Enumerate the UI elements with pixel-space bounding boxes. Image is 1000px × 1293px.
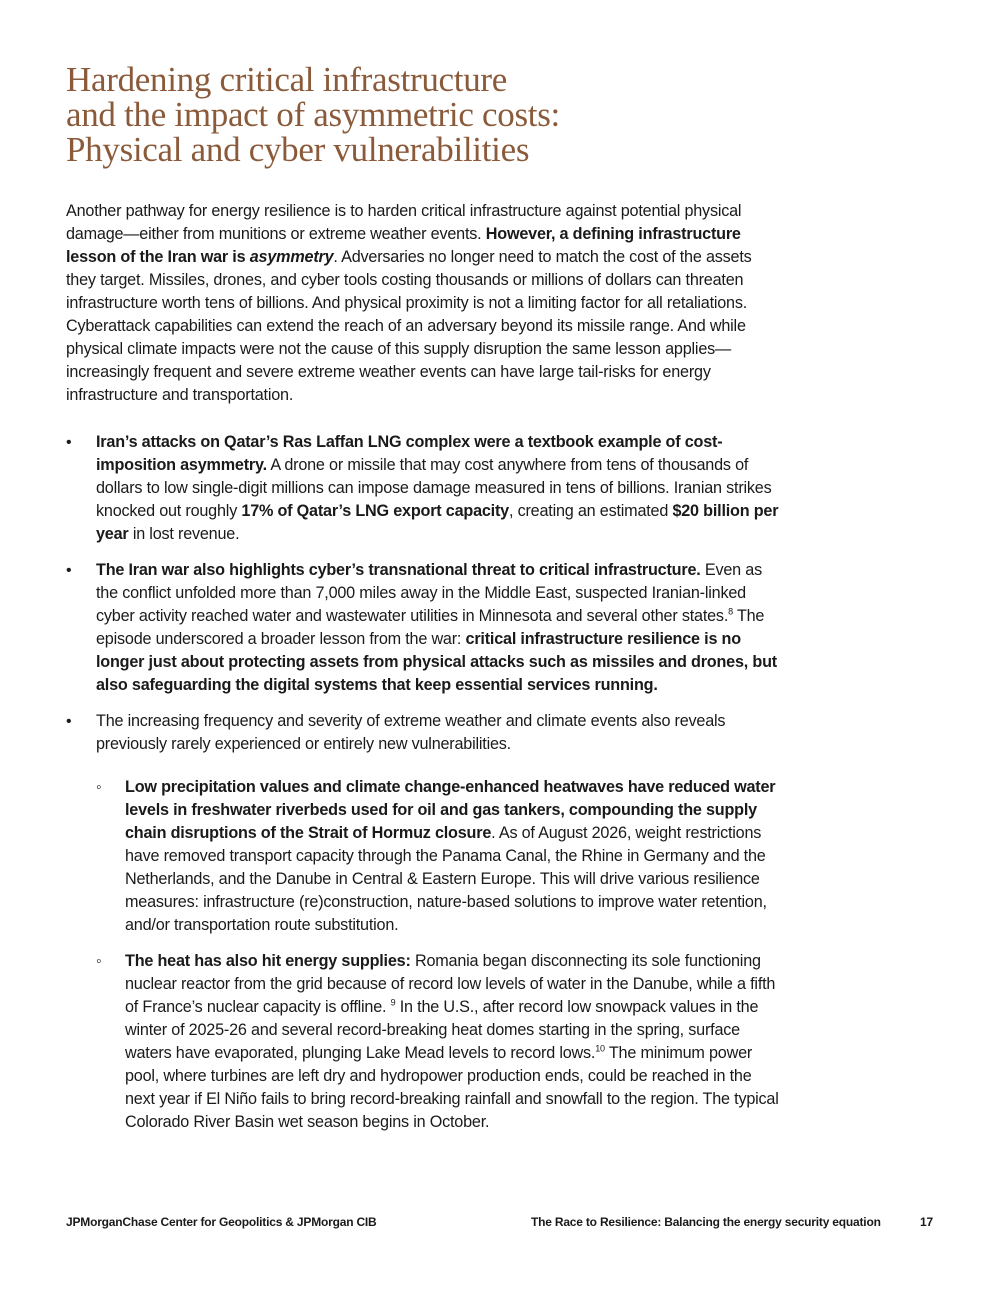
intro-text-1: Another pathway for energy resilience is to harden critical infrastructure against potential physical damage—either from munitions or extreme weather events.: [66, 202, 742, 243]
body-content: [66, 200, 782, 1147]
sub2-text-2: In the U.S., after record low snowpack values in the winter of 2025-26 and several record-breaking heat domes starting in the spring, surface waters have evaporated, plunging Lake Mead levels to record lows.: [125, 998, 759, 1062]
intro-paragraph: [66, 200, 782, 407]
bullet-weather: [66, 710, 782, 1134]
intro-bold-1: However, a defining infrastructure lesson of the Iran war is: [66, 225, 741, 266]
bullet1-bold-1: Iran’s attacks on Qatar’s Ras Laffan LNG complex were a textbook example of cost-imposition asymmetry.: [96, 433, 723, 474]
bullet1-bold-3: $20 billion per year: [96, 502, 779, 543]
title-line-3: Physical and cyber vulnerabilities: [66, 130, 530, 169]
sub-bullet-list: [96, 776, 782, 1134]
title-line-2: and the impact of asymmetric costs:: [66, 95, 560, 134]
bullet3-text-1: The increasing frequency and severity of extreme weather and climate events also reveals previously rarely experienced or entirely new vulnerabilities.: [96, 712, 726, 753]
sub-bullet-water-levels: [96, 776, 782, 937]
bullet1-text-3: in lost revenue.: [128, 525, 240, 543]
sub-bullet-energy-supplies: [96, 950, 782, 1134]
bullet1-text-2: , creating an estimated: [508, 502, 673, 520]
footnote-ref-10[interactable]: 10: [595, 1043, 605, 1054]
footnote-ref-9[interactable]: 9: [390, 997, 396, 1008]
sub2-text-1: Romania began disconnecting its sole functioning nuclear reactor from the grid because of record low levels of water in the Danube, while a fifth of France’s nuclear capacity is offline.: [125, 952, 776, 1016]
bullet2-text-2: The episode underscored a broader lesson from the war:: [96, 607, 765, 648]
bullet2-bold-1: The Iran war also highlights cyber’s transnational threat to critical infrastructure.: [96, 561, 701, 579]
sub1-bold-1: Low precipitation values and climate change-enhanced heatwaves have reduced water levels in freshwater riverbeds used for oil and gas tankers, compounding the supply chain disruptions of the Strait of Hormuz closure: [125, 778, 776, 842]
bullet-cyber: [66, 559, 782, 697]
sub2-text-3: The minimum power pool, where turbines are left dry and hydropower production ends, could be reached in the next year if El Niño fails to bring record-breaking rainfall and snowfall to the region. The typical Colorado River Basin wet season begins in October.: [125, 1044, 779, 1131]
bullet2-text-1: Even as the conflict unfolded more than 7,000 miles away in the Middle East, suspected Iranian-linked cyber activity reached water and wastewater utilities in Minnesota and several other states.: [96, 561, 762, 625]
intro-bold-italic: asymmetry: [249, 248, 334, 266]
footer-report-title: The Race to Resilience: Balancing the energy security equation: [531, 1215, 881, 1229]
footer-publisher: JPMorganChase Center for Geopolitics & JPMorgan CIB: [66, 1215, 377, 1229]
bullet-list: [66, 431, 782, 1134]
sub1-text-1: . As of August 2026, weight restrictions have removed transport capacity through the Panama Canal, the Rhine in Germany and the Netherlands, and the Danube in Central & Eastern Europe. This will drive various resilience measures: infrastructure (re)construction, nature-based solutions to improve water retention, and/or transportation route substitution.: [125, 824, 767, 934]
bullet1-bold-2: 17% of Qatar’s LNG export capacity: [241, 502, 509, 520]
intro-text-2: . Adversaries no longer need to match the cost of the assets they target. Missiles, drones, and cyber tools costing thousands or millions of dollars can threaten infrastructure worth tens of billions. And physical proximity is not a limiting factor for all retaliations. Cyberattack capabilities can extend the reach of an adversary beyond its missile range. And while physical climate impacts were not the cause of this supply disruption the same lesson applies—increasingly frequent and severe extreme weather events can have large tail-risks for energy infrastructure and transportation.: [66, 248, 752, 404]
page-number: 17: [920, 1215, 933, 1229]
sub2-bold-1: The heat has also hit energy supplies:: [125, 952, 411, 970]
bullet-qatar: [66, 431, 782, 546]
bullet2-bold-2: critical infrastructure resilience is no longer just about protecting assets from physical attacks such as missiles and drones, but also safeguarding the digital systems that keep essential services running.: [96, 630, 777, 694]
page-title: [66, 62, 766, 167]
bullet1-text-1: A drone or missile that may cost anywhere from tens of thousands of dollars to low single-digit millions can impose damage measured in tens of billions. Iranian strikes knocked out roughly: [96, 456, 772, 520]
title-line-1: Hardening critical infrastructure: [66, 60, 507, 99]
footnote-ref-8[interactable]: 8: [728, 606, 733, 617]
